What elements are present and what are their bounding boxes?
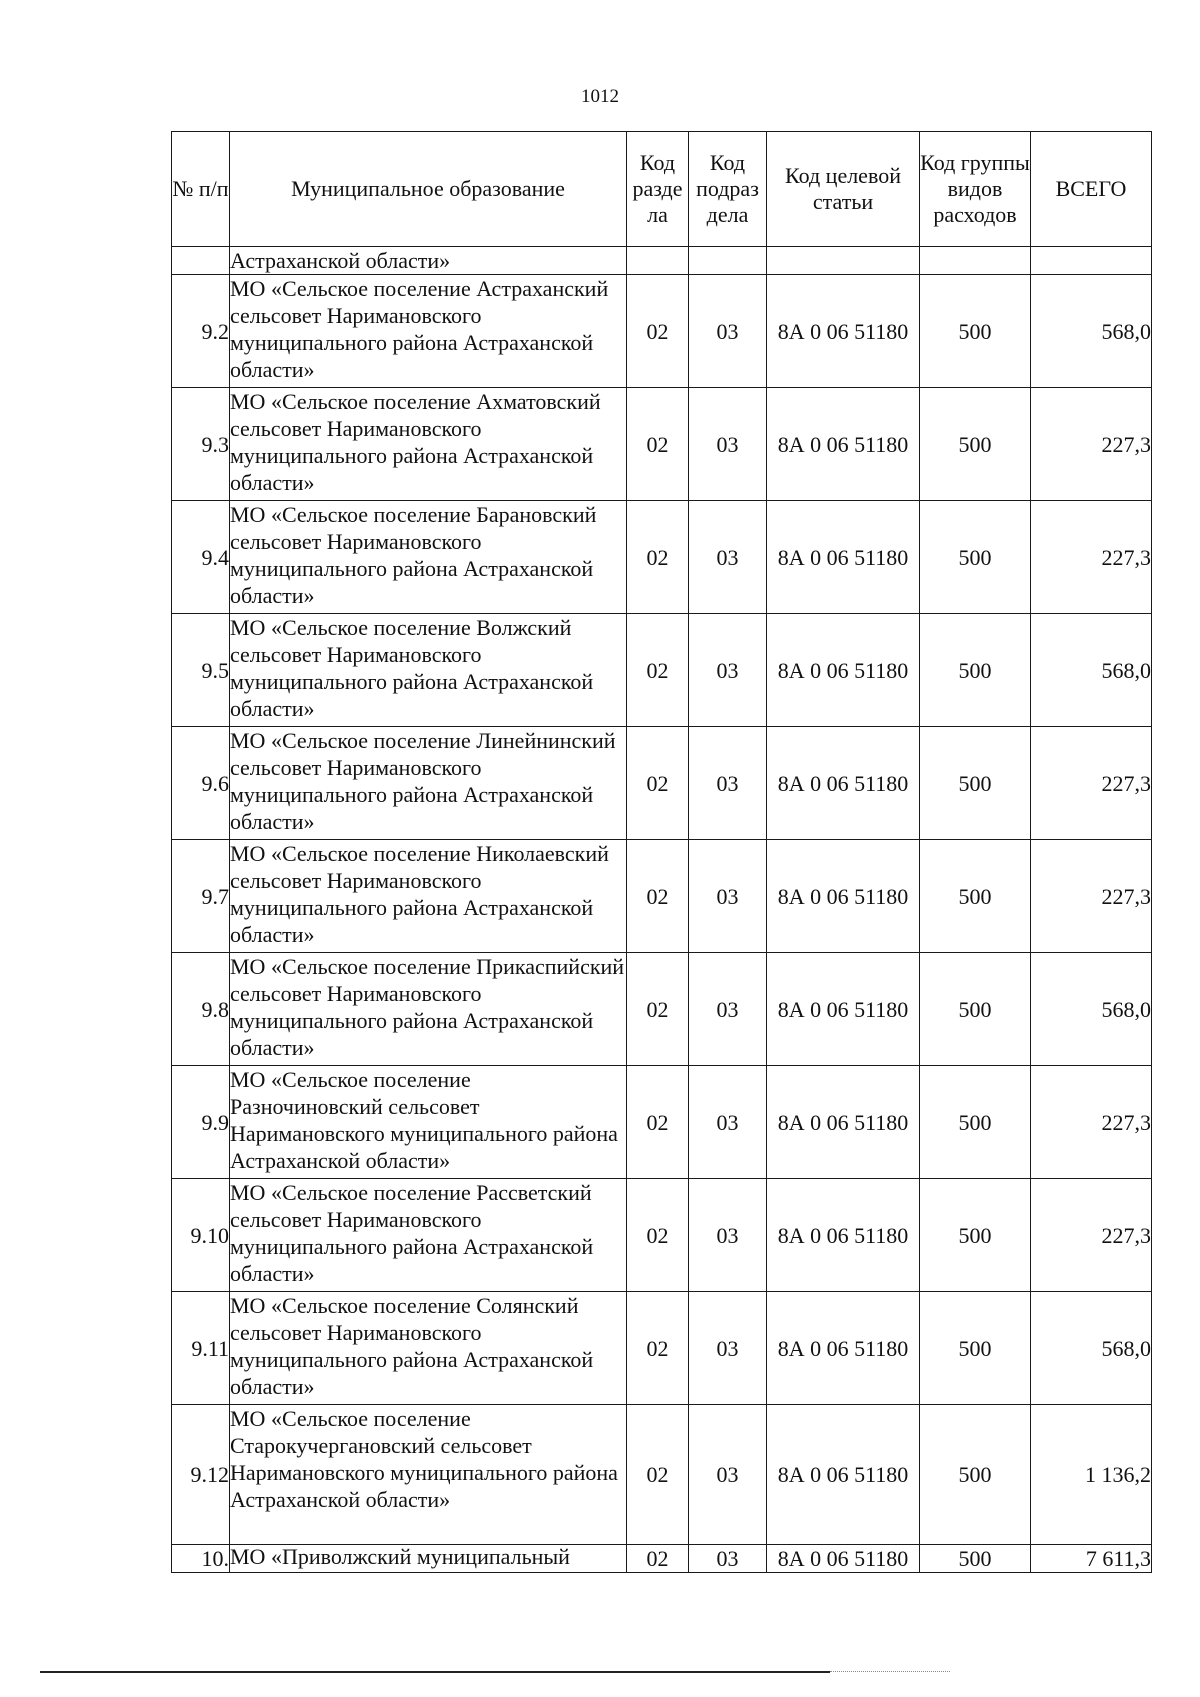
cell-total: 568,0 xyxy=(1031,275,1152,388)
cell-target: 8А 0 06 51180 xyxy=(767,1405,920,1545)
cell-group: 500 xyxy=(920,614,1031,727)
cell-total: 227,3 xyxy=(1031,1066,1152,1179)
cell-group: 500 xyxy=(920,501,1031,614)
cell-name: МО «Сельское поселение Барановский сельсовет Наримановского муниципального района Астраханской области» xyxy=(230,501,627,614)
cell-total: 227,3 xyxy=(1031,388,1152,501)
cell-num: 9.4 xyxy=(172,501,230,614)
header-subsection: Код подраз дела xyxy=(689,132,767,247)
table-row xyxy=(172,275,1152,388)
cell-num: 9.5 xyxy=(172,614,230,727)
table-header xyxy=(172,132,1152,247)
cell-subsection: 03 xyxy=(689,275,767,388)
table-row xyxy=(172,1179,1152,1292)
cell-target: 8А 0 06 51180 xyxy=(767,1066,920,1179)
bottom-rule xyxy=(40,1671,830,1673)
header-target: Код целевой статьи xyxy=(767,132,920,247)
cell-name: МО «Сельское поселение Старокучергановский сельсовет Наримановского муниципального района Астраханской области» xyxy=(230,1405,627,1545)
cell-section: 02 xyxy=(627,614,689,727)
cell-total: 227,3 xyxy=(1031,501,1152,614)
cell-subsection xyxy=(689,247,767,275)
header-total: ВСЕГО xyxy=(1031,132,1152,247)
cell-group: 500 xyxy=(920,1292,1031,1405)
cell-num: 9.7 xyxy=(172,840,230,953)
table-row xyxy=(172,1405,1152,1545)
cell-group: 500 xyxy=(920,1545,1031,1573)
cell-section: 02 xyxy=(627,1179,689,1292)
cell-section xyxy=(627,247,689,275)
table-row xyxy=(172,614,1152,727)
cell-name: МО «Сельское поселение Солянский сельсовет Наримановского муниципального района Астраханской области» xyxy=(230,1292,627,1405)
cell-section: 02 xyxy=(627,275,689,388)
table-row xyxy=(172,388,1152,501)
cell-group: 500 xyxy=(920,840,1031,953)
cell-name: МО «Сельское поселение Линейнинский сельсовет Наримановского муниципального района Астраханской области» xyxy=(230,727,627,840)
cell-total: 7 611,3 xyxy=(1031,1545,1152,1573)
cell-subsection: 03 xyxy=(689,727,767,840)
cell-num: 9.10 xyxy=(172,1179,230,1292)
cell-subsection: 03 xyxy=(689,840,767,953)
cell-section: 02 xyxy=(627,840,689,953)
cell-target: 8А 0 06 51180 xyxy=(767,840,920,953)
cell-total: 568,0 xyxy=(1031,953,1152,1066)
cell-subsection: 03 xyxy=(689,1066,767,1179)
cell-name: МО «Сельское поселение Волжский сельсовет Наримановского муниципального района Астраханской области» xyxy=(230,614,627,727)
cell-name: МО «Сельское поселение Ахматовский сельсовет Наримановского муниципального района Астраханской области» xyxy=(230,388,627,501)
cell-num: 9.11 xyxy=(172,1292,230,1405)
table-row xyxy=(172,1066,1152,1179)
table-row xyxy=(172,1292,1152,1405)
cell-name: МО «Сельское поселение Николаевский сельсовет Наримановского муниципального района Астраханской области» xyxy=(230,840,627,953)
page-number: 1012 xyxy=(581,86,619,107)
cell-name: МО «Сельское поселение Прикаспийский сельсовет Наримановского муниципального района Астраханской области» xyxy=(230,953,627,1066)
cell-group: 500 xyxy=(920,727,1031,840)
cell-section: 02 xyxy=(627,501,689,614)
cell-section: 02 xyxy=(627,953,689,1066)
cell-num: 9.8 xyxy=(172,953,230,1066)
cell-section: 02 xyxy=(627,1292,689,1405)
cell-section: 02 xyxy=(627,727,689,840)
cell-target: 8А 0 06 51180 xyxy=(767,1179,920,1292)
budget-table xyxy=(171,131,1152,1573)
cell-target: 8А 0 06 51180 xyxy=(767,501,920,614)
cell-group: 500 xyxy=(920,275,1031,388)
cell-num: 9.2 xyxy=(172,275,230,388)
cell-num: 9.6 xyxy=(172,727,230,840)
cell-target: 8А 0 06 51180 xyxy=(767,1545,920,1573)
table-row xyxy=(172,840,1152,953)
cell-num: 9.3 xyxy=(172,388,230,501)
cell-group xyxy=(920,247,1031,275)
cell-section: 02 xyxy=(627,1066,689,1179)
continuation-row xyxy=(172,247,1152,275)
cell-target: 8А 0 06 51180 xyxy=(767,275,920,388)
cell-subsection: 03 xyxy=(689,501,767,614)
table-row-last xyxy=(172,1545,1152,1573)
cell-subsection: 03 xyxy=(689,1405,767,1545)
cell-target: 8А 0 06 51180 xyxy=(767,388,920,501)
cell-name: Астраханской области» xyxy=(230,247,627,275)
header-num: № п/п xyxy=(172,132,230,247)
cell-group: 500 xyxy=(920,1179,1031,1292)
cell-target xyxy=(767,247,920,275)
cell-name: МО «Сельское поселение Разночиновский сельсовет Наримановского муниципального района Астраханской области» xyxy=(230,1066,627,1179)
cell-group: 500 xyxy=(920,1066,1031,1179)
cell-target: 8А 0 06 51180 xyxy=(767,727,920,840)
cell-group: 500 xyxy=(920,953,1031,1066)
header-name: Муниципальное образование xyxy=(230,132,627,247)
cell-total: 227,3 xyxy=(1031,1179,1152,1292)
cell-total: 227,3 xyxy=(1031,727,1152,840)
bottom-rule-faint xyxy=(830,1671,950,1672)
cell-section: 02 xyxy=(627,1405,689,1545)
cell-num: 9.12 xyxy=(172,1405,230,1545)
table-row xyxy=(172,501,1152,614)
cell-group: 500 xyxy=(920,1405,1031,1545)
cell-total xyxy=(1031,247,1152,275)
header-section: Код разде ла xyxy=(627,132,689,247)
cell-num: 10. xyxy=(172,1545,230,1573)
cell-total: 568,0 xyxy=(1031,614,1152,727)
cell-target: 8А 0 06 51180 xyxy=(767,953,920,1066)
table-row xyxy=(172,953,1152,1066)
cell-subsection: 03 xyxy=(689,953,767,1066)
header-expense-group: Код группы видов расходов xyxy=(920,132,1031,247)
cell-subsection: 03 xyxy=(689,388,767,501)
table-row xyxy=(172,727,1152,840)
cell-num xyxy=(172,247,230,275)
cell-total: 568,0 xyxy=(1031,1292,1152,1405)
cell-subsection: 03 xyxy=(689,614,767,727)
cell-total: 227,3 xyxy=(1031,840,1152,953)
cell-total: 1 136,2 xyxy=(1031,1405,1152,1545)
cell-subsection: 03 xyxy=(689,1179,767,1292)
cell-section: 02 xyxy=(627,1545,689,1573)
cell-section: 02 xyxy=(627,388,689,501)
table-body xyxy=(172,247,1152,1573)
cell-subsection: 03 xyxy=(689,1545,767,1573)
cell-name: МО «Сельское поселение Рассветский сельсовет Наримановского муниципального района Астраханской области» xyxy=(230,1179,627,1292)
cell-target: 8А 0 06 51180 xyxy=(767,1292,920,1405)
cell-name: МО «Сельское поселение Астраханский сельсовет Наримановского муниципального района Астраханской области» xyxy=(230,275,627,388)
cell-name: МО «Приволжский муниципальный xyxy=(230,1545,627,1573)
cell-target: 8А 0 06 51180 xyxy=(767,614,920,727)
cell-group: 500 xyxy=(920,388,1031,501)
cell-subsection: 03 xyxy=(689,1292,767,1405)
cell-num: 9.9 xyxy=(172,1066,230,1179)
